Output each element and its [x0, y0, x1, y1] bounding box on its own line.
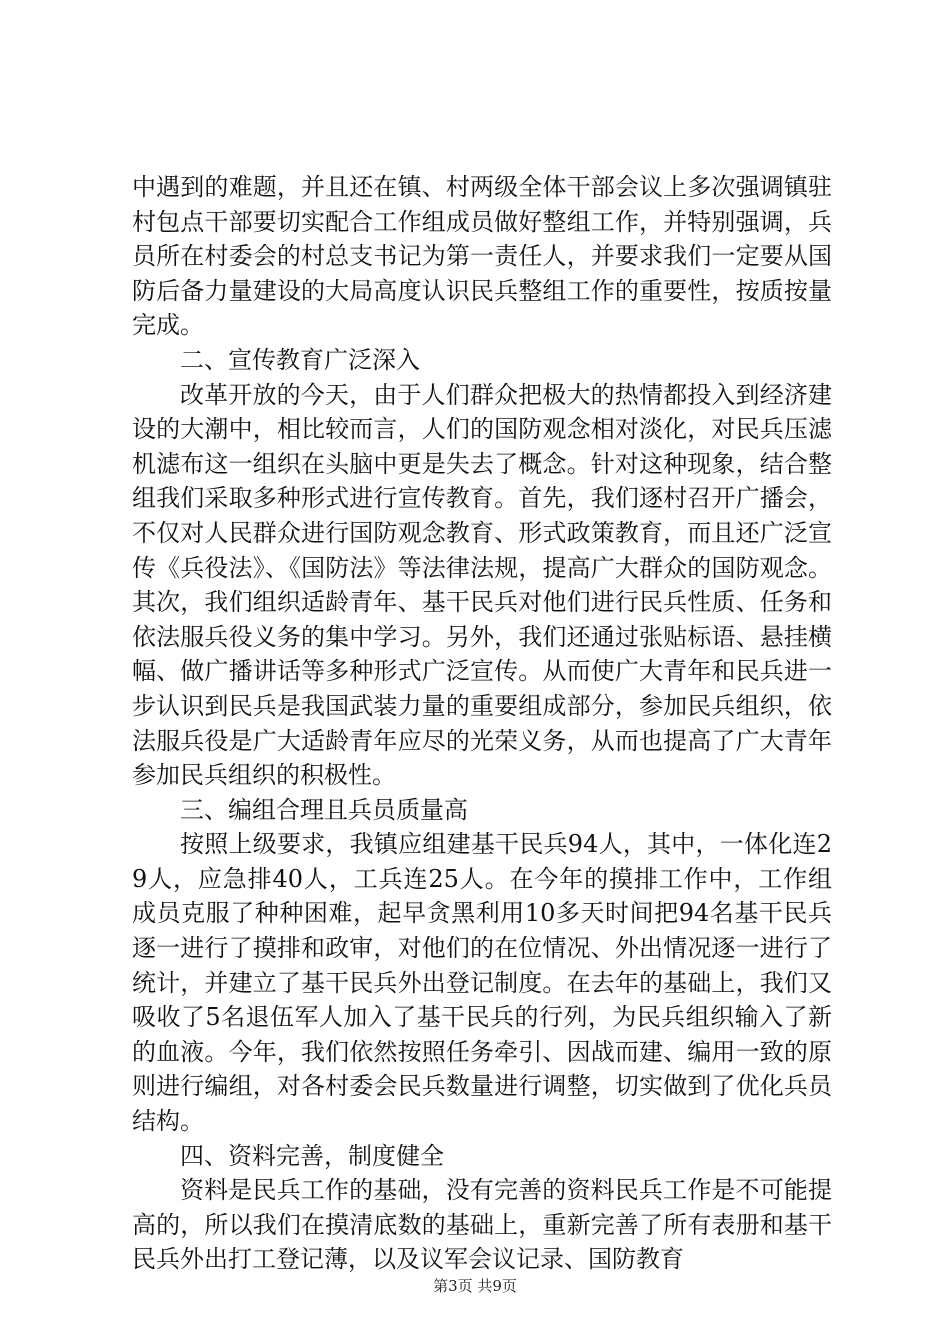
paragraph-records: 资料是民兵工作的基础，没有完善的资料民兵工作是不可能提高的，所以我们在摸清底数的基础上，重新完善了所有表册和基干民兵外出打工登记薄，以及议军会议记录、国防教育: [132, 1176, 832, 1274]
section-heading-publicity: 二、宣传教育广泛深入: [180, 345, 420, 374]
paragraph-publicity: 改革开放的今天，由于人们群众把极大的热情都投入到经济建设的大潮中，相比较而言，人们的国防观念相对淡化，对民兵压滤机滤布这一组织在头脑中更是失去了概念。针对这种现象，结合整组我们采取多种形式进行宣传教育。首先，我们逐村召开广播会，不仅对人民群众进行国防观念教育、形式政策教育，而且还广泛宣传《兵役法》、《国防法》等法律法规，提高广大群众的国防观念。其次，我们组织适龄青年、基干民兵对他们进行民兵性质、任务和依法服兵役义务的集中学习。另外，我们还通过张贴标语、悬挂横幅、做广播讲话等多种形式广泛宣传。从而使广大青年和民兵进一步认识到民兵是我国武装力量的重要组成部分，参加民兵组织，依法服兵役是广大适龄青年应尽的光荣义务，从而也提高了广大青年参加民兵组织的积极性。: [132, 380, 832, 790]
paragraph-continuation: 中遇到的难题，并且还在镇、村两级全体干部会议上多次强调镇驻村包点干部要切实配合工作组成员做好整组工作，并特别强调，兵员所在村委会的村总支书记为第一责任人，并要求我们一定要从国防后备力量建设的大局高度认识民兵整组工作的重要性，按质按量完成。: [132, 173, 832, 340]
page-number-footer: 第3页 共9页: [433, 1277, 517, 1295]
section-heading-organization: 三、编组合理且兵员质量高: [180, 795, 468, 824]
section-heading-records: 四、资料完善，制度健全: [180, 1141, 444, 1170]
paragraph-organization: 按照上级要求，我镇应组建基干民兵94人，其中，一体化连29人，应急排40人，工兵连25人。在今年的摸排工作中，工作组成员克服了种种困难，起早贪黑利用10多天时间把94名基干民兵逐一进行了摸排和政审，对他们的在位情况、外出情况逐一进行了统计，并建立了基干民兵外出登记制度。在去年的基础上，我们又吸收了5名退伍军人加入了基干民兵的行列，为民兵组织输入了新的血液。今年，我们依然按照任务牵引、因战而建、编用一致的原则进行编组，对各村委会民兵数量进行调整，切实做到了优化兵员结构。: [132, 830, 832, 1136]
document-body: [132, 170, 832, 1277]
